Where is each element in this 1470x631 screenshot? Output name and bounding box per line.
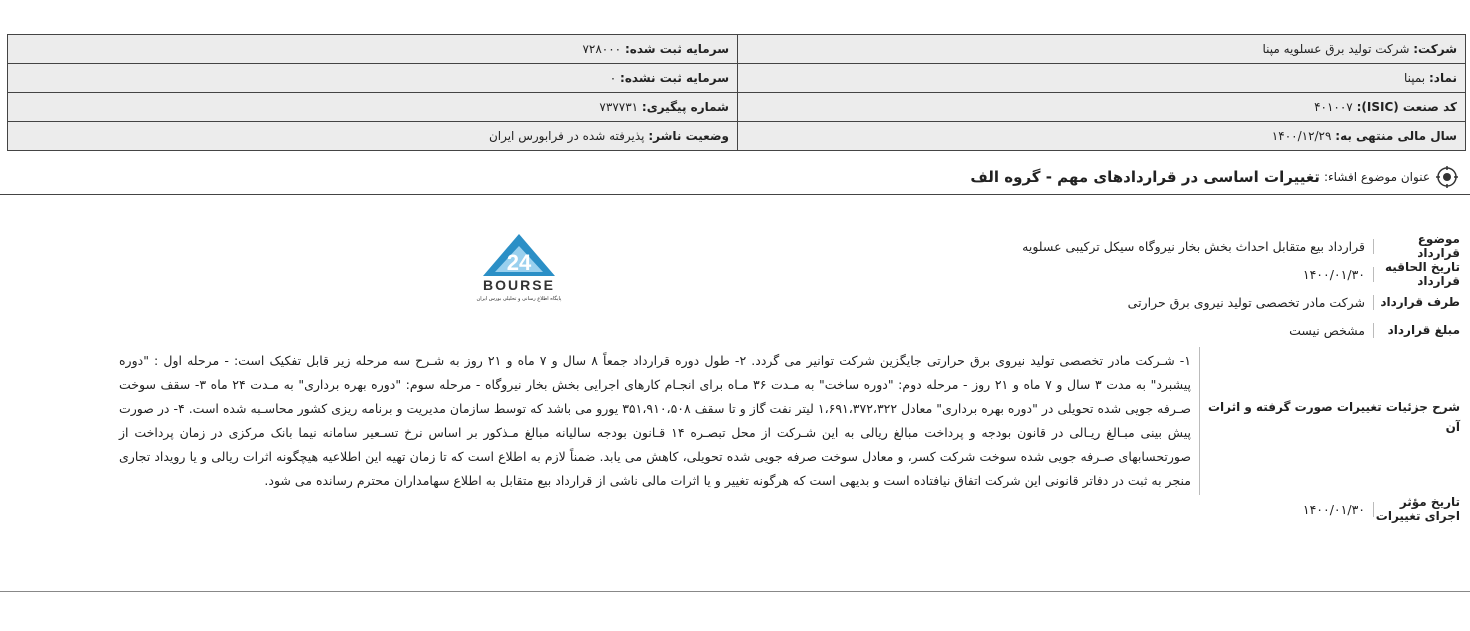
detail-row	[114, 347, 1464, 495]
effective-date-label: تاریخ مؤثر اجرای تغییرات	[1375, 495, 1460, 523]
target-icon	[1436, 166, 1458, 188]
effective-date-value: ۱۴۰۰/۰۱/۳۰	[1303, 502, 1374, 517]
tracking-number-cell	[8, 93, 738, 122]
detail-row	[114, 495, 1464, 523]
disclosure-title-bar	[0, 160, 1470, 195]
symbol-value: بمپنا	[1403, 71, 1426, 85]
company-cell	[738, 35, 1466, 64]
fiscal-year-value: ۱۴۰۰/۱۲/۲۹	[1271, 129, 1332, 143]
tracking-number-label: شماره پیگیری:	[641, 100, 729, 114]
info-row	[8, 93, 1466, 122]
registered-capital-cell	[8, 35, 738, 64]
symbol-cell	[738, 64, 1466, 93]
detail-row	[114, 288, 1464, 316]
contract-subject-label: موضوع قرارداد	[1417, 232, 1460, 260]
contract-amount-value: مشخص نیست	[1289, 323, 1374, 338]
tracking-number-value: ۷۳۷۷۳۱	[599, 100, 639, 114]
industry-code-label: کد صنعت (ISIC):	[1356, 100, 1457, 114]
detail-row	[114, 316, 1464, 344]
logo-brand-text: BOURSE	[483, 277, 555, 293]
unregistered-capital-label: سرمایه ثبت نشده:	[620, 71, 729, 85]
industry-code-value: ۴۰۱۰۰۷	[1314, 100, 1353, 114]
publisher-status-value: پذیرفته شده در فرابورس ایران	[488, 129, 645, 143]
industry-code-cell	[738, 93, 1466, 122]
unregistered-capital-value: ۰	[609, 71, 617, 85]
amendment-date-label: تاریخ الحاقیه قرارداد	[1384, 260, 1460, 288]
symbol-label: نماد:	[1428, 71, 1457, 85]
info-row	[8, 64, 1466, 93]
registered-capital-label: سرمایه ثبت شده:	[624, 42, 729, 56]
changes-label: شرح جزئیات تغییرات صورت گرفته و اثرات آن	[1207, 400, 1460, 434]
publisher-status-label: وضعیت ناشر:	[648, 129, 729, 143]
registered-capital-value: ۷۲۸۰۰۰	[582, 42, 622, 56]
counterparty-value: شرکت مادر تخصصی تولید نیروی برق حرارتی	[1128, 295, 1374, 310]
info-row	[8, 35, 1466, 64]
divider	[0, 591, 1470, 592]
contract-amount-label: مبلغ قرارداد	[1387, 323, 1460, 337]
contract-subject-value: قرارداد بیع متقابل احداث بخش بخار نیروگاه سیکل ترکیبی عسلویه	[1022, 239, 1374, 254]
info-row	[8, 122, 1466, 151]
counterparty-label: طرف قرارداد	[1380, 295, 1460, 309]
unregistered-capital-cell	[8, 64, 738, 93]
page-title: تغییرات اساسی در قراردادهای مهم - گروه الف	[970, 168, 1320, 186]
fiscal-year-cell	[738, 122, 1466, 151]
changes-value: ۱- شـرکت مادر تخصصی تولید نیروی برق حرارتی جایگزین شرکت توانیر می گردد. ۲- طول دوره قرارداد جمعاً ۸ سال و ۷ ماه و ۲۱ روز به شـرح سه مرحله زیر قابل تفکیک است: - مرحله اول : "دوره پیشبرد" به مدت ۳ سال و ۷ ماه و ۲۱ روز - مرحله دوم: "دوره ساخت" به مـدت ۳۶ مـاه برای انجـام کارهای اجرایی بخش بخار نیروگاه - مرحله سوم: "دوره بهره برداری" به مـدت ۲۴ ماه ۳- سقف سوخت صـرفه جویی شده تحویلی در "دوره بهره برداری" معادل ۱،۶۹۱،۳۷۲،۳۲۲ لیتر نفت گاز و تا سقف ۳۵۱،۹۱۰،۵۰۸ یورو می باشد که توسط سازمان مدیریت و برنامه ریزی کشور محاسـبه شده است. ۴- در صورت پیش بینی مبـالغ ریـالی در قانون بودجه و پرداخت مبالغ ریالی به این شـرکت از محل تبصـره ۱۴ قـانون بودجه سالیانه مبالغ مـذکور بر اساس نرخ تسـعیر سامانه نیما بانک مرکزی در زمان پرداخت از صورتحسابهای صـرفه جویی شده سوخت شرکت کسر، و معادل سوخت صرفه جویی شده تحویلی، کاهش می یابد. ضمناً لازم به اطلاع است که تا زمان تهیه این اطلاعیه هیچگونه اثرات ریالی و یا رویداد تجاری منجر به ثبت در دفاتر قانونی این شرکت اتفاق نیافتاده است و بدیهی است که هرگونه تغییر و یا اثرات مالی ناشی از قرارداد بیع متقابل به اطلاع سهامداران محترم رسانده می شود.	[119, 347, 1200, 495]
detail-row	[114, 260, 1464, 288]
disclosure-details	[114, 232, 1464, 523]
amendment-date-value: ۱۴۰۰/۰۱/۳۰	[1303, 267, 1374, 282]
publisher-status-cell	[8, 122, 738, 151]
company-value: شرکت تولید برق عسلویه مپنا	[1262, 42, 1410, 56]
svg-text:24: 24	[506, 250, 532, 275]
company-label: شرکت:	[1413, 42, 1457, 56]
fiscal-year-label: سال مالی منتهی به:	[1335, 129, 1457, 143]
company-info-table	[7, 34, 1466, 151]
detail-row	[114, 232, 1464, 260]
logo-tagline: پایگاه اطلاع رسانی و تحلیلی بورس ایران	[476, 296, 562, 302]
subject-label: عنوان موضوع افشاء:	[1323, 170, 1430, 184]
